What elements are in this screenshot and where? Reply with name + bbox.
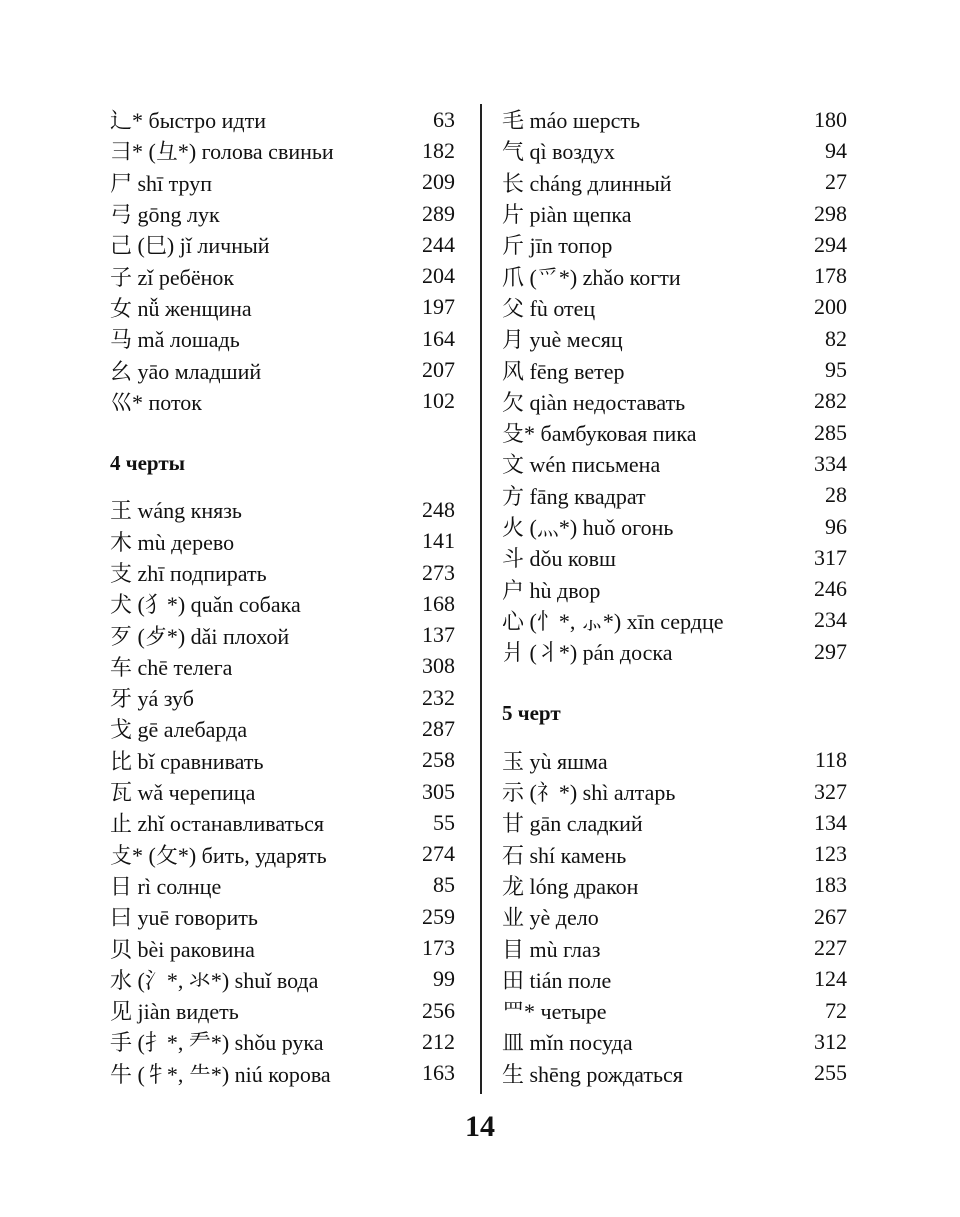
index-entry xyxy=(502,636,847,667)
index-entry xyxy=(502,605,847,636)
entry-page-number: 312 xyxy=(814,1028,847,1054)
entry-text: 龙 lóng дракон xyxy=(502,873,639,899)
index-entry xyxy=(502,542,847,573)
index-entry xyxy=(110,354,455,385)
index-entry xyxy=(110,619,455,650)
entry-text: 欠 qiàn недоставать xyxy=(502,389,686,415)
entry-text: 毛 máo шерсть xyxy=(502,108,640,134)
entry-page-number: 282 xyxy=(814,388,847,414)
index-entry xyxy=(502,901,847,932)
entry-text: 心 (忄*, ⺗*) xīn сердце xyxy=(502,608,724,634)
index-entry xyxy=(502,229,847,260)
entry-page-number: 164 xyxy=(422,325,455,351)
entry-text: 父 fù отец xyxy=(502,295,596,321)
index-entry xyxy=(110,870,455,901)
entry-page-number: 55 xyxy=(433,809,455,835)
entry-page-number: 178 xyxy=(814,263,847,289)
index-entry xyxy=(502,292,847,323)
entry-text: ⻌* быстро идти xyxy=(110,108,266,134)
index-entry xyxy=(110,1058,455,1089)
entry-text: 气 qì воздух xyxy=(502,139,615,165)
index-entry xyxy=(110,682,455,713)
entry-text: 曰 yuē говорить xyxy=(110,905,258,931)
entry-page-number: 212 xyxy=(422,1028,455,1054)
entry-page-number: 255 xyxy=(814,1060,847,1086)
index-entry xyxy=(110,932,455,963)
entry-page-number: 287 xyxy=(422,715,455,741)
entry-page-number: 259 xyxy=(422,903,455,929)
entry-text: 月 yuè месяц xyxy=(502,327,623,353)
entry-page-number: 327 xyxy=(814,778,847,804)
entry-text: 罒* четыре xyxy=(502,999,607,1025)
entry-page-number: 317 xyxy=(814,544,847,570)
entry-page-number: 28 xyxy=(825,482,847,508)
page-number: 14 xyxy=(465,1110,495,1143)
entry-text: 支 zhī подпирать xyxy=(110,561,267,586)
index-entry xyxy=(110,167,455,198)
entry-page-number: 234 xyxy=(814,607,847,633)
index-entry xyxy=(110,526,455,557)
index-entry xyxy=(110,776,455,807)
entry-text: 犬 (犭*) quǎn собака xyxy=(110,592,301,618)
index-entry xyxy=(110,557,455,588)
entry-page-number: 197 xyxy=(422,294,455,320)
index-entry xyxy=(110,745,455,776)
entry-page-number: 173 xyxy=(422,935,455,961)
entry-page-number: 244 xyxy=(422,231,455,257)
entry-text: 皿 mǐn посуда xyxy=(502,1030,633,1056)
index-entry xyxy=(110,713,455,744)
index-entry xyxy=(502,323,847,354)
index-entry xyxy=(502,573,847,604)
index-entry xyxy=(502,198,847,229)
entry-text: 攴* (攵*) бить, ударять xyxy=(110,842,327,868)
entry-page-number: 305 xyxy=(422,778,455,804)
entry-text: 斤 jīn топор xyxy=(502,233,613,259)
entry-page-number: 163 xyxy=(422,1060,455,1086)
index-entry xyxy=(110,588,455,619)
entry-page-number: 308 xyxy=(422,653,455,679)
entry-page-number: 141 xyxy=(422,528,455,554)
entry-text: 巛* поток xyxy=(110,389,202,415)
entry-text: 歹 (歺*) dǎi плохой xyxy=(110,623,290,649)
index-entry xyxy=(502,417,847,448)
index-entry xyxy=(502,260,847,291)
entry-page-number: 248 xyxy=(422,496,455,522)
entry-text: 己 (巳) jǐ личный xyxy=(110,233,270,259)
index-entry xyxy=(110,995,455,1026)
right-group2 xyxy=(502,745,847,1089)
entry-text: 王 wáng князь xyxy=(110,498,242,524)
entry-page-number: 183 xyxy=(814,872,847,898)
entry-text: 示 (礻*) shì алтарь xyxy=(502,780,676,806)
entry-text: 文 wén письмена xyxy=(502,452,661,478)
entry-text: 石 shí камень xyxy=(502,842,627,868)
index-entry xyxy=(502,964,847,995)
entry-page-number: 273 xyxy=(422,559,455,585)
column-divider xyxy=(480,104,482,1094)
section-heading-5-strokes: 5 черт xyxy=(502,701,561,726)
entry-page-number: 209 xyxy=(422,169,455,195)
entry-page-number: 63 xyxy=(433,106,455,132)
entry-text: 日 rì солнце xyxy=(110,873,222,899)
entry-text: 爪 (爫*) zhǎo когти xyxy=(502,264,681,290)
entry-page-number: 297 xyxy=(814,638,847,664)
entry-page-number: 85 xyxy=(433,872,455,898)
entry-text: 水 (氵*, 氺*) shuǐ вода xyxy=(110,967,319,993)
entry-text: 风 fēng ветер xyxy=(502,358,625,384)
left-column xyxy=(110,104,455,1089)
entry-text: 牛 (牜*, ⺧*) niú корова xyxy=(110,1061,331,1087)
entry-page-number: 204 xyxy=(422,263,455,289)
entry-page-number: 267 xyxy=(814,903,847,929)
entry-page-number: 94 xyxy=(825,137,847,163)
entry-text: 爿 (丬*) pán доска xyxy=(502,640,673,666)
entry-text: 尸 shī труп xyxy=(110,170,213,196)
entry-page-number: 207 xyxy=(422,357,455,383)
entry-text: 殳* бамбуковая пика xyxy=(502,421,697,447)
index-entry xyxy=(110,260,455,291)
entry-text: 方 fāng квадрат xyxy=(502,483,646,509)
entry-text: 戈 gē алебарда xyxy=(110,717,248,743)
index-entry xyxy=(502,511,847,542)
index-entry xyxy=(502,135,847,166)
entry-text: 田 tián поле xyxy=(502,967,612,993)
entry-page-number: 258 xyxy=(422,747,455,773)
index-entry xyxy=(502,776,847,807)
entry-text: 户 hù двор xyxy=(502,577,601,603)
index-entry xyxy=(502,995,847,1026)
entry-text: 玉 yù яшма xyxy=(502,748,608,774)
entry-page-number: 294 xyxy=(814,231,847,257)
index-entry xyxy=(502,839,847,870)
entry-page-number: 227 xyxy=(814,935,847,961)
index-entry xyxy=(502,480,847,511)
index-entry xyxy=(110,839,455,870)
entry-text: 止 zhǐ останавливаться xyxy=(110,811,325,837)
entry-page-number: 334 xyxy=(814,450,847,476)
entry-page-number: 168 xyxy=(422,590,455,616)
entry-page-number: 289 xyxy=(422,200,455,226)
entry-text: 贝 bèi раковина xyxy=(110,936,255,962)
left-group1 xyxy=(110,104,455,417)
index-entry xyxy=(110,1026,455,1057)
entry-text: 马 mǎ лошадь xyxy=(110,327,240,353)
entry-page-number: 246 xyxy=(814,576,847,602)
index-entry xyxy=(502,870,847,901)
index-entry xyxy=(110,104,455,135)
entry-text: 车 chē телега xyxy=(110,654,233,680)
section-heading-4-strokes: 4 черты xyxy=(110,451,186,476)
entry-text: 斗 dǒu ковш xyxy=(502,546,616,572)
entry-text: 长 cháng длинный xyxy=(502,170,672,196)
entry-text: 手 (扌*, 龵*) shǒu рука xyxy=(110,1030,324,1056)
entry-page-number: 200 xyxy=(814,294,847,320)
index-entry xyxy=(502,1026,847,1057)
entry-text: 见 jiàn видеть xyxy=(110,999,239,1025)
entry-text: 女 nǚ женщина xyxy=(110,295,252,321)
entry-page-number: 232 xyxy=(422,684,455,710)
entry-page-number: 72 xyxy=(825,997,847,1023)
index-entry xyxy=(502,167,847,198)
index-entry xyxy=(502,807,847,838)
entry-text: 火 (灬*) huǒ огонь xyxy=(502,515,674,540)
entry-page-number: 256 xyxy=(422,997,455,1023)
entry-page-number: 285 xyxy=(814,419,847,445)
index-entry xyxy=(110,292,455,323)
entry-page-number: 137 xyxy=(422,622,455,648)
entry-page-number: 124 xyxy=(814,966,847,992)
entry-text: 片 piàn щепка xyxy=(502,202,632,228)
index-entry xyxy=(110,135,455,166)
index-entry xyxy=(110,901,455,932)
index-entry xyxy=(110,323,455,354)
entry-page-number: 274 xyxy=(422,841,455,867)
entry-text: 牙 yá зуб xyxy=(110,686,194,712)
entry-page-number: 182 xyxy=(422,137,455,163)
index-entry xyxy=(502,386,847,417)
index-entry xyxy=(502,354,847,385)
entry-text: 生 shēng рождаться xyxy=(502,1061,683,1087)
index-entry xyxy=(110,229,455,260)
entry-text: 木 mù дерево xyxy=(110,529,235,555)
index-entry xyxy=(502,448,847,479)
index-entry xyxy=(110,386,455,417)
index-entry xyxy=(110,807,455,838)
index-entry xyxy=(110,964,455,995)
entry-page-number: 27 xyxy=(825,169,847,195)
entry-page-number: 96 xyxy=(825,513,847,539)
entry-text: 业 yè дело xyxy=(502,905,599,931)
entry-page-number: 95 xyxy=(825,357,847,383)
entry-text: 彐* (彑*) голова свиньи xyxy=(110,139,334,165)
left-group2 xyxy=(110,494,455,1089)
index-entry xyxy=(502,745,847,776)
index-entry xyxy=(502,932,847,963)
index-entry xyxy=(502,104,847,135)
entry-text: 弓 gōng лук xyxy=(110,202,220,228)
right-group1 xyxy=(502,104,847,667)
entry-page-number: 123 xyxy=(814,841,847,867)
index-entry xyxy=(110,494,455,525)
entry-page-number: 134 xyxy=(814,809,847,835)
right-column xyxy=(502,104,847,1089)
entry-page-number: 180 xyxy=(814,106,847,132)
entry-text: 目 mù глаз xyxy=(502,936,601,962)
entry-text: 比 bǐ сравнивать xyxy=(110,748,264,774)
index-entry xyxy=(502,1058,847,1089)
entry-page-number: 298 xyxy=(814,200,847,226)
entry-page-number: 102 xyxy=(422,388,455,414)
entry-page-number: 118 xyxy=(814,747,847,773)
entry-text: 子 zǐ ребёнок xyxy=(110,264,235,290)
entry-page-number: 82 xyxy=(825,325,847,351)
entry-text: 甘 gān сладкий xyxy=(502,811,643,837)
index-entry xyxy=(110,198,455,229)
entry-page-number: 99 xyxy=(433,966,455,992)
entry-text: 瓦 wǎ черепица xyxy=(110,780,256,806)
index-entry xyxy=(110,651,455,682)
entry-text: 幺 yāo младший xyxy=(110,358,262,384)
